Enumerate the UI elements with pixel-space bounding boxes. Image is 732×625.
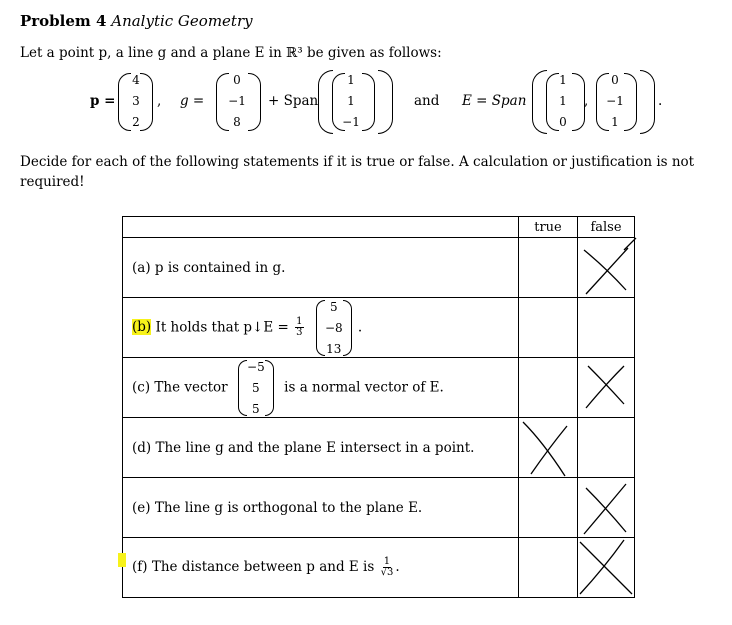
- problem-intro: Let a point p, a line g and a plane E in ℝ³ be given as follows:: [20, 45, 442, 61]
- cross-mark-icon: [578, 478, 634, 537]
- cross-mark-icon: [578, 358, 634, 417]
- statement-row-f: (f) The distance between p and E is $\frac{1}{√3}$ .: [123, 538, 635, 598]
- statement-text: p is contained in g.: [154, 259, 286, 276]
- cross-mark-icon: [578, 538, 634, 597]
- statement-row-a: (a) p is contained in g.: [123, 238, 635, 298]
- normal-vector: −5 5 5: [238, 360, 274, 416]
- header-true: true: [519, 217, 578, 238]
- plus-span: + Span: [268, 93, 319, 109]
- false-cell-e[interactable]: [578, 478, 635, 538]
- statement-row-e: (e) The line g is orthogonal to the plane E.: [123, 478, 635, 538]
- false-cell-c[interactable]: [578, 358, 635, 418]
- and-word: and: [414, 93, 440, 109]
- e-vector-1: 1 1 0: [559, 73, 567, 129]
- true-cell-e[interactable]: [519, 478, 578, 538]
- instructions-text: Decide for each of the following statements if it is true or false. A calculation or justification is not required!: [20, 154, 695, 190]
- p-label: p =: [90, 93, 116, 109]
- e-label: E = Span: [462, 93, 527, 109]
- answer-table: [122, 216, 635, 598]
- projection-vector: 5 −8 13: [316, 300, 352, 356]
- g-point-vector: 0 −1 8: [228, 73, 246, 129]
- true-cell-c[interactable]: [519, 358, 578, 418]
- g-direction-vector: 1 1 −1: [342, 73, 360, 129]
- cross-mark-icon: [519, 418, 577, 477]
- highlight-mark: (b): [132, 319, 152, 335]
- statement-text: It holds that p↓E =: [155, 319, 289, 335]
- true-cell-f[interactable]: [519, 538, 578, 598]
- p-vector: 4 3 2: [132, 73, 140, 129]
- problem-number: Problem 4: [20, 12, 107, 30]
- definitions-row: p = 4 3 2 , g = 0 −1 8 + Span 1 1 −1 and E = Span 1 1 0 , 0 −1 1 .: [0, 73, 732, 135]
- header-false: false: [578, 217, 635, 238]
- true-cell-d[interactable]: [519, 418, 578, 478]
- true-cell-b[interactable]: [519, 298, 578, 358]
- statement-row-c: (c) The vector −5 5 5 is a normal vector of E.: [123, 358, 635, 418]
- false-cell-a[interactable]: [578, 238, 635, 298]
- cross-mark-icon: [578, 238, 634, 297]
- g-label: g =: [180, 93, 205, 109]
- problem-title: [20, 12, 253, 30]
- problem-topic: Analytic Geometry: [111, 12, 253, 30]
- statement-row-b: (b) It holds that p↓E = $\frac{1}{3}$ 5 −8 13 .: [123, 298, 635, 358]
- highlight-mark: [118, 553, 126, 567]
- false-cell-d[interactable]: [578, 418, 635, 478]
- e-vector-2: 0 −1 1: [606, 73, 624, 129]
- false-cell-f[interactable]: [578, 538, 635, 598]
- true-cell-a[interactable]: [519, 238, 578, 298]
- statement-row-d: (d) The line g and the plane E intersect in a point.: [123, 418, 635, 478]
- false-cell-b[interactable]: [578, 298, 635, 358]
